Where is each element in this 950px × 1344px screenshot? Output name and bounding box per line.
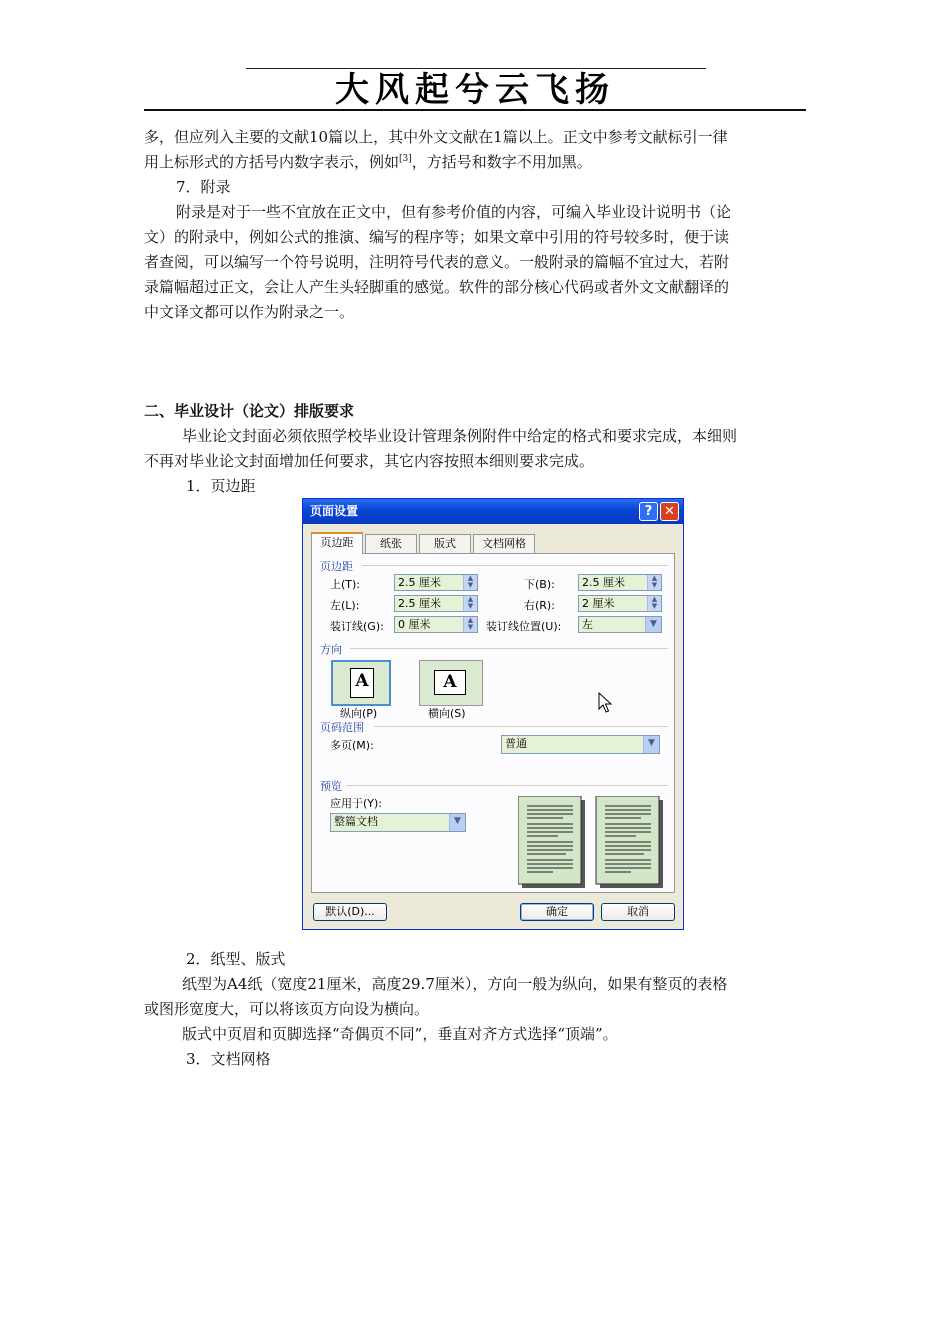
gutter-position-label: 装订线位置(U): (486, 620, 562, 633)
paragraph-line: 不再对毕业论文封面增加任何要求，其它内容按照本细则要求完成。 (144, 452, 595, 470)
portrait-option[interactable] (331, 660, 391, 706)
spin-arrows-icon[interactable]: ▲ ▼ (463, 575, 477, 590)
paragraph-line: 录篇幅超过正文，会让人产生头轻脚重的感觉。软件的部分核心代码或者外文文献翻译的 (144, 278, 730, 296)
paragraph-line: 毕业论文封面必须依照学校毕业设计管理条例附件中给定的格式和要求完成，本细则 (182, 427, 738, 445)
tab-layout[interactable]: 版式 (419, 534, 471, 553)
apply-to-select[interactable] (330, 813, 466, 832)
dialog-title: 页面设置 (310, 504, 359, 518)
tab-margins[interactable]: 页边距 (311, 532, 363, 554)
group-label-margins: 页边距 (320, 560, 353, 573)
left-margin-label: 左(L): (330, 599, 360, 612)
close-icon[interactable]: ✕ (660, 502, 679, 521)
paragraph-line: 附录是对于一些不宜放在正文中，但有参考价值的内容，可编入毕业设计说明书（论 (176, 203, 732, 221)
mouse-pointer-icon (598, 692, 614, 714)
paragraph-line: 或图形宽度大，可以将该页方向设为横向。 (144, 1000, 430, 1018)
paragraph-line: 文）的附录中，例如公式的推演、编写的程序等；如果文章中引用的符号较多时，便于读 (144, 228, 730, 246)
gutter-position-select[interactable] (578, 616, 662, 633)
chevron-down-icon[interactable]: ▼ (645, 617, 661, 632)
group-divider (346, 785, 668, 786)
text-run: 用上标形式的方括号内数字表示，例如 (144, 153, 400, 171)
tab-doc-grid[interactable]: 文档网格 (473, 534, 535, 553)
header-top-rule (246, 68, 706, 69)
bottom-margin-label: 下(B): (524, 578, 555, 591)
bottom-margin-value: 2.5 厘米 (582, 576, 625, 589)
top-margin-label: 上(T): (330, 578, 361, 591)
right-margin-label: 右(R): (524, 599, 555, 612)
multiple-pages-value: 普通 (505, 737, 527, 750)
header-title: 大风起兮云飞扬 (335, 70, 615, 110)
tab-panel (311, 553, 675, 893)
list-item-paper-layout: 2．纸型、版式 (186, 950, 286, 968)
multiple-pages-select[interactable] (501, 735, 660, 754)
list-item-margins: 1．页边距 (186, 477, 256, 495)
apply-to-value: 整篇文档 (334, 815, 378, 828)
dialog-titlebar (303, 499, 683, 524)
gutter-position-value: 左 (582, 618, 593, 631)
landscape-label: 横向(S) (428, 707, 466, 720)
spin-arrows-icon[interactable]: ▲ ▼ (647, 596, 661, 611)
spin-arrows-icon[interactable]: ▲ ▼ (463, 617, 477, 632)
right-margin-value: 2 厘米 (582, 597, 615, 610)
gutter-value: 0 厘米 (398, 618, 431, 631)
paragraph-line: 版式中页眉和页脚选择“奇偶页不同”，垂直对齐方式选择“顶端”。 (182, 1025, 618, 1043)
citation-superscript: [3] (399, 154, 412, 164)
gutter-label: 装订线(G): (330, 620, 384, 633)
paragraph-line (144, 150, 592, 175)
text-run: ，方括号和数字不用加黑。 (411, 153, 592, 171)
group-divider (374, 726, 668, 727)
group-divider (350, 648, 668, 649)
list-item-doc-grid: 3．文档网格 (186, 1050, 271, 1068)
section-heading: 二、毕业设计（论文）排版要求 (144, 402, 355, 420)
cancel-button[interactable]: 取消 (601, 903, 675, 921)
chevron-down-icon[interactable]: ▼ (643, 736, 659, 753)
multiple-pages-label: 多页(M): (330, 739, 374, 752)
right-margin-input[interactable] (578, 595, 662, 612)
group-label-preview: 预览 (320, 780, 342, 793)
tab-paper[interactable]: 纸张 (365, 534, 417, 553)
bottom-margin-input[interactable] (578, 574, 662, 591)
left-margin-value: 2.5 厘米 (398, 597, 441, 610)
paragraph-line: 中文译文都可以作为附录之一。 (144, 303, 355, 321)
help-icon[interactable]: ? (639, 502, 658, 521)
apply-to-label: 应用于(Y): (330, 797, 383, 810)
paragraph-line: 纸型为A4纸（宽度21厘米，高度29.7厘米），方向一般为纵向，如果有整页的表格 (182, 975, 728, 993)
ok-button[interactable]: 确定 (520, 903, 594, 921)
paragraph-line: 者查阅，可以编写一个符号说明，注明符号代表的意义。一般附录的篇幅不宜过大，若附 (144, 253, 730, 271)
left-margin-input[interactable] (394, 595, 478, 612)
header-bottom-rule (144, 109, 806, 111)
paragraph-line: 多，但应列入主要的文献10篇以上，其中外文文献在1篇以上。正文中参考文献标引一律 (144, 128, 728, 146)
spin-arrows-icon[interactable]: ▲ ▼ (647, 575, 661, 590)
portrait-page-icon: A (350, 668, 374, 698)
top-margin-input[interactable] (394, 574, 478, 591)
page-preview (518, 796, 668, 892)
chevron-down-icon[interactable]: ▼ (449, 814, 465, 831)
landscape-option[interactable] (419, 660, 483, 706)
landscape-page-icon: A (434, 670, 466, 695)
group-label-orientation: 方向 (320, 643, 342, 656)
subheading-appendix: 7．附录 (176, 178, 231, 196)
default-button[interactable]: 默认(D)... (313, 903, 387, 921)
portrait-label: 纵向(P) (340, 707, 378, 720)
gutter-input[interactable] (394, 616, 478, 633)
page-setup-dialog (302, 498, 684, 930)
group-label-pages: 页码范围 (320, 721, 364, 734)
top-margin-value: 2.5 厘米 (398, 576, 441, 589)
spin-arrows-icon[interactable]: ▲ ▼ (463, 596, 477, 611)
group-divider (362, 565, 668, 566)
